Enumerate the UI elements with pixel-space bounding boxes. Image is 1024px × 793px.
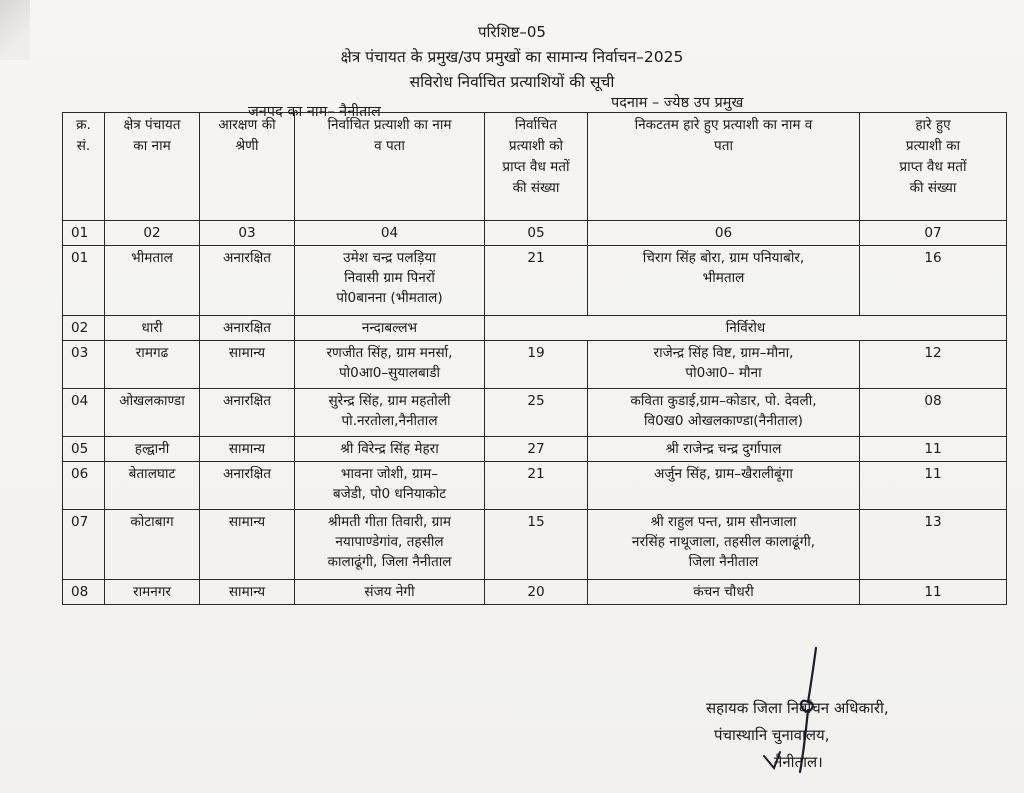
results-table — [62, 112, 1007, 605]
row-sn: 04 — [63, 389, 105, 437]
row-runner: अर्जुन सिंह, ग्राम–खैरालीबूंगा — [588, 462, 860, 510]
row-elected: भावना जोशी, ग्राम– बजेडी, पो0 धनियाकोट — [295, 462, 485, 510]
col-number: 01 — [63, 221, 105, 246]
row-votes: 21 — [485, 462, 588, 510]
row-votes: 20 — [485, 580, 588, 605]
row-elected: श्रीमती गीता तिवारी, ग्राम नयापाण्डेगांव, तहसील कालाढूंगी, जिला नैनीताल — [295, 510, 485, 580]
header-row — [63, 113, 1007, 221]
row-elected: सुरेन्द्र सिंह, ग्राम महतोली पो.नरतोला,नैनीताल — [295, 389, 485, 437]
signatory-location: नैनीताल। — [774, 753, 823, 771]
row-elected: नन्दाबल्लभ — [295, 316, 485, 341]
row-panchayat: रामगढ — [105, 341, 200, 389]
row-runner-votes: 12 — [860, 341, 1007, 389]
table-row — [63, 580, 1007, 605]
document-subtitle: सविरोध निर्वाचित प्रत्याशियों की सूची — [409, 73, 615, 91]
row-sn: 06 — [63, 462, 105, 510]
row-sn: 02 — [63, 316, 105, 341]
column-number-row — [63, 221, 1007, 246]
row-runner: चिराग सिंह बोरा, ग्राम पनियाबोर, भीमताल — [588, 246, 860, 316]
row-votes: 15 — [485, 510, 588, 580]
col-number: 02 — [105, 221, 200, 246]
row-votes: 19 — [485, 341, 588, 389]
row-runner: श्री राहुल पन्त, ग्राम सौनजाला नरसिंह नाथूजाला, तहसील कालाढूंगी, जिला नैनीताल — [588, 510, 860, 580]
col-number: 05 — [485, 221, 588, 246]
row-category: सामान्य — [200, 510, 295, 580]
col-header-votes: निर्वाचित प्रत्याशी को प्राप्त वैध मतों की संख्या — [485, 113, 588, 221]
row-panchayat: ओखलकाण्डा — [105, 389, 200, 437]
row-runner: श्री राजेन्द्र चन्द्र दुर्गापाल — [588, 437, 860, 462]
row-runner: कविता कुडाई,ग्राम–कोडार, पो. देवली, वि0ख0 ओखलकाण्डा(नैनीताल) — [588, 389, 860, 437]
row-sn: 05 — [63, 437, 105, 462]
row-unopposed: निर्विरोध — [485, 316, 1007, 341]
table-row — [63, 389, 1007, 437]
col-header-runner: निकटतम हारे हुए प्रत्याशी का नाम व पता — [588, 113, 860, 221]
table-row — [63, 437, 1007, 462]
row-panchayat: बेतालघाट — [105, 462, 200, 510]
row-runner-votes: 11 — [860, 462, 1007, 510]
col-header-runner-votes: हारे हुए प्रत्याशी का प्राप्त वैध मतों की संख्या — [860, 113, 1007, 221]
table-row — [63, 510, 1007, 580]
row-category: अनारक्षित — [200, 316, 295, 341]
post-label: पदनाम – ज्येष्ठ उप प्रमुख — [611, 95, 744, 111]
row-panchayat: धारी — [105, 316, 200, 341]
row-sn: 03 — [63, 341, 105, 389]
signatory-title: सहायक जिला निर्वाचन अधिकारी, — [706, 699, 889, 717]
row-panchayat: भीमताल — [105, 246, 200, 316]
col-number: 03 — [200, 221, 295, 246]
row-runner-votes: 11 — [860, 437, 1007, 462]
row-elected: श्री विरेन्द्र सिंह मेहरा — [295, 437, 485, 462]
row-category: अनारक्षित — [200, 389, 295, 437]
table-row — [63, 316, 1007, 341]
row-runner-votes: 08 — [860, 389, 1007, 437]
signatory-office: पंचास्थानि चुनावालय, — [714, 726, 830, 744]
row-votes: 21 — [485, 246, 588, 316]
row-elected: संजय नेगी — [295, 580, 485, 605]
row-runner: कंचन चौधरी — [588, 580, 860, 605]
row-runner-votes: 13 — [860, 510, 1007, 580]
row-category: अनारक्षित — [200, 462, 295, 510]
row-sn: 08 — [63, 580, 105, 605]
row-category: सामान्य — [200, 437, 295, 462]
row-votes: 25 — [485, 389, 588, 437]
document-title: क्षेत्र पंचायत के प्रमुख/उप प्रमुखों का सामान्य निर्वाचन–2025 — [340, 48, 684, 66]
row-category: सामान्य — [200, 341, 295, 389]
col-header-sn: क्र. सं. — [63, 113, 105, 221]
row-runner: राजेन्द्र सिंह विष्ट, ग्राम–मौना, पो0आ0– मौना — [588, 341, 860, 389]
appendix-title: परिशिष्ट–05 — [478, 23, 546, 41]
table-row — [63, 246, 1007, 316]
table-row — [63, 462, 1007, 510]
row-panchayat: हल्द्वानी — [105, 437, 200, 462]
row-runner-votes: 11 — [860, 580, 1007, 605]
col-number: 07 — [860, 221, 1007, 246]
row-panchayat: रामनगर — [105, 580, 200, 605]
row-category: अनारक्षित — [200, 246, 295, 316]
row-runner-votes: 16 — [860, 246, 1007, 316]
col-header-elected: निर्वाचित प्रत्याशी का नाम व पता — [295, 113, 485, 221]
row-elected: रणजीत सिंह, ग्राम मनर्सा, पो0आ0–सुयालबाडी — [295, 341, 485, 389]
col-number: 04 — [295, 221, 485, 246]
row-sn: 01 — [63, 246, 105, 316]
row-elected: उमेश चन्द्र पलड़िया निवासी ग्राम पिनरों पो0बानना (भीमताल) — [295, 246, 485, 316]
row-category: सामान्य — [200, 580, 295, 605]
col-header-panchayat: क्षेत्र पंचायत का नाम — [105, 113, 200, 221]
row-votes: 27 — [485, 437, 588, 462]
row-panchayat: कोटाबाग — [105, 510, 200, 580]
col-header-category: आरक्षण की श्रेणी — [200, 113, 295, 221]
col-number: 06 — [588, 221, 860, 246]
row-sn: 07 — [63, 510, 105, 580]
table-row — [63, 341, 1007, 389]
district-label: जनपद का नाम– नैनीताल — [248, 104, 381, 120]
